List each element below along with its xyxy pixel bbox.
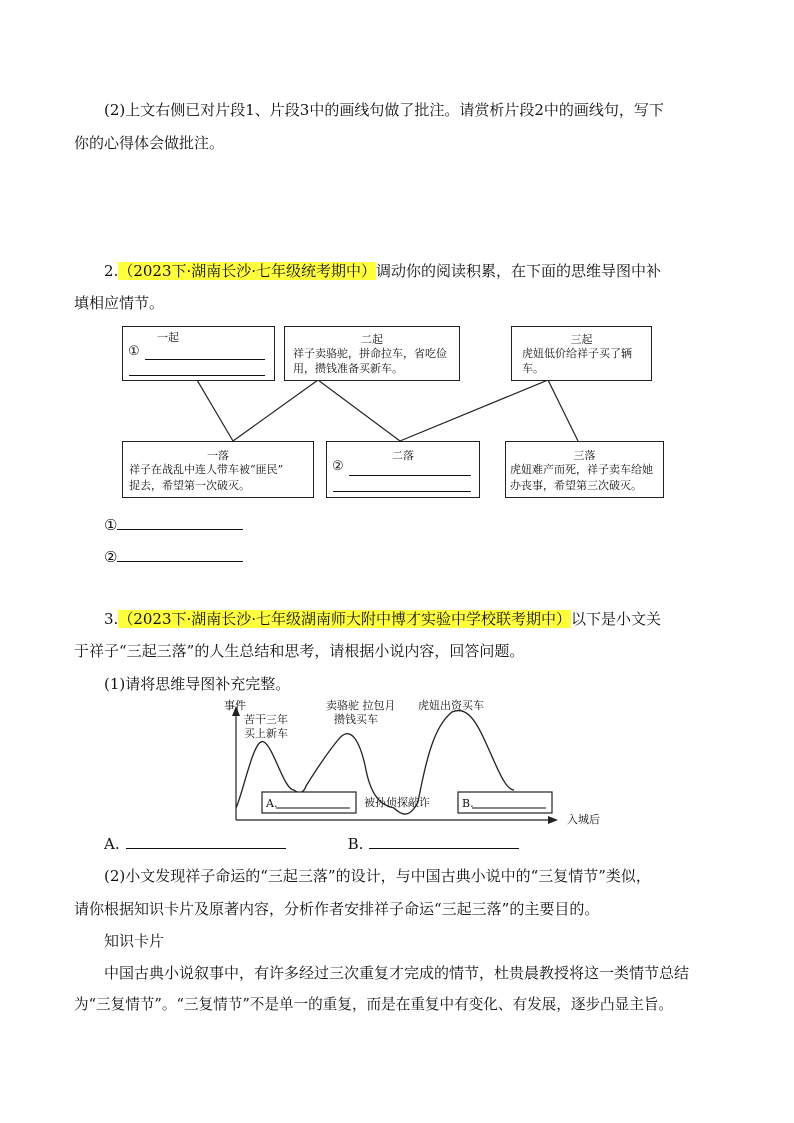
question-2-2-line2: 你的心得体会做批注。 — [74, 134, 225, 152]
question-text: 以下是小文关 — [571, 610, 662, 628]
peak2-label-line2: 攒钱买车 — [334, 713, 378, 726]
box-text-line2: 捉去，希望第一次破灭。 — [129, 479, 250, 492]
question-text: 调动你的阅读积累，在下面的思维导图中补 — [376, 262, 662, 280]
graph-box-a-label: A. — [266, 797, 278, 810]
question-3-sub2-line1: (2)小文发现祥子命运的“三起三落”的设计，与中国古典小说中的“三复情节”类似， — [104, 867, 651, 885]
box-title: 二落 — [392, 449, 414, 462]
source-highlight: （2023下·湖南长沙·七年级湖南师大附中博才实验中学校联考期中） — [118, 610, 572, 628]
question-3-sub1: (1)请将思维导图补充完整。 — [104, 675, 291, 693]
box-text-line1: 祥子卖骆驼，拼命拉车，省吃俭 — [293, 347, 447, 360]
question-2-2-line1: (2)上文右侧已对片段1、片段3中的画线句做了批注。请赏析片段2中的画线句，写下 — [104, 101, 664, 119]
knowledge-card-line1: 中国古典小说叙事中，有许多经过三次重复才完成的情节，杜贵晨教授将这一类情节总结 — [104, 964, 690, 982]
x-axis-arrow — [548, 816, 558, 824]
knowledge-card-line2: 为“三复情节”。“三复情节”不是单一的重复，而是在重复中有变化、有发展，逐步凸显主旨。 — [74, 996, 674, 1013]
peak2-label-line1: 卖骆驼 拉包月 — [326, 699, 396, 712]
answer-a-label: A. — [104, 835, 120, 853]
circle-2: ② — [332, 459, 344, 474]
peak1-label-line2: 买上新车 — [244, 727, 288, 740]
question-3-sub2-line2: 请你根据知识卡片及原著内容，分析作者安排祥子命运“三起三落”的主要目的。 — [74, 900, 600, 918]
question-2-line2: 填相应情节。 — [74, 294, 165, 312]
question-number: 3. — [104, 610, 119, 628]
peak1-label-line1: 苦干三年 — [244, 713, 288, 726]
trough-label: 被孙侦探敲诈 — [364, 796, 430, 809]
y-axis-label: 事件 — [224, 699, 246, 712]
box-title: 三起 — [570, 333, 593, 346]
box-title: 三落 — [573, 449, 596, 462]
box-title: 一落 — [207, 449, 229, 462]
x-axis-label: 入城后 — [567, 813, 600, 826]
box-text-line1: 祥子在战乱中连人带车被“匪民” — [129, 463, 284, 476]
answer-a-blank[interactable] — [126, 834, 286, 849]
box-title: 二起 — [361, 333, 383, 346]
knowledge-card-title: 知识卡片 — [104, 932, 165, 950]
source-highlight: （2023下·湖南长沙·七年级统考期中） — [118, 262, 377, 280]
answer-b-blank[interactable] — [369, 834, 519, 849]
box-text-line1: 虎妞低价给祥子买了辆 — [522, 347, 632, 360]
answer-label: ① — [104, 516, 118, 534]
box-title: 一起 — [157, 331, 179, 344]
peak3-label: 虎妞出资买车 — [418, 699, 484, 712]
box-text-line1: 虎妞难产而死，祥子卖车给她 — [510, 463, 653, 476]
question-number: 2. — [104, 262, 119, 280]
graph-box-b-label: B. — [462, 797, 474, 810]
question-3-line2: 于祥子“三起三落”的人生总结和思考，请根据小说内容，回答问题。 — [74, 642, 525, 660]
answer-b-label: B. — [347, 835, 364, 853]
answer-line-ab — [104, 834, 519, 854]
circle-1: ① — [128, 344, 140, 359]
box-text-line2: 用，攒钱准备买新车。 — [293, 362, 403, 375]
box-text-line2: 办丧事，希望第三次破灭。 — [510, 479, 642, 492]
box-text-line2: 车。 — [522, 362, 544, 375]
answer-label: ② — [104, 548, 118, 566]
